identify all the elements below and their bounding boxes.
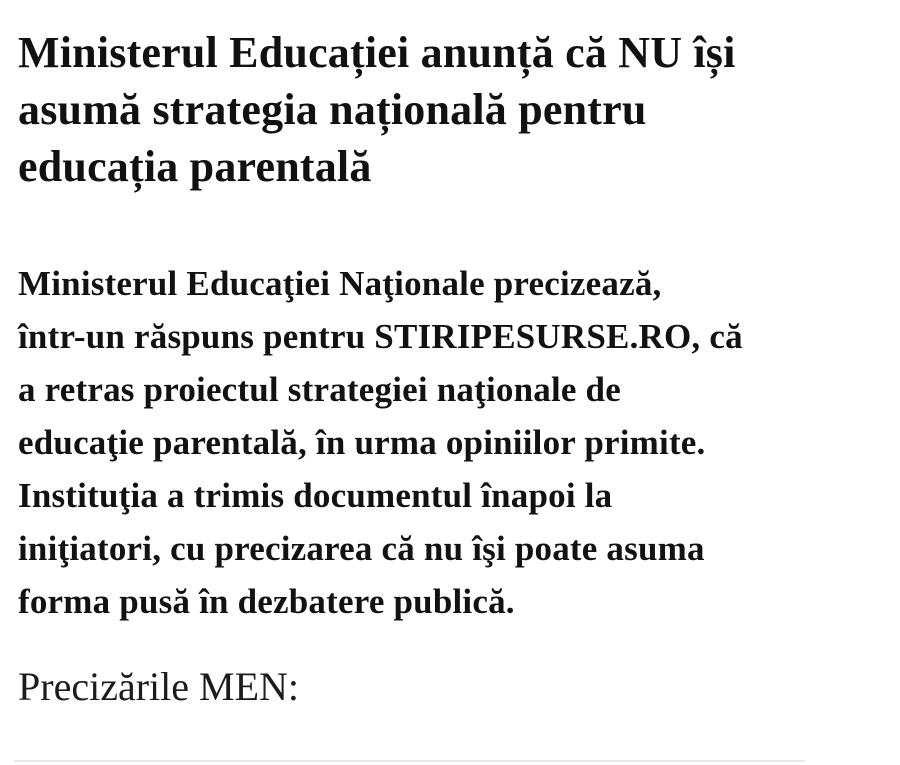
section-subhead: Precizările MEN:: [18, 664, 299, 709]
article-lead-paragraph: [18, 257, 890, 628]
article-title-line-2: asumă strategia națională pentru: [18, 85, 647, 134]
article-title: [18, 24, 890, 195]
article-title-line-1: Ministerul Educației anunță că NU își: [18, 28, 736, 77]
article: [0, 24, 900, 762]
article-lead-line-5: Instituţia a trimis documentul înapoi la: [18, 476, 613, 515]
article-lead-line-3: a retras proiectul strategiei naţionale de: [18, 370, 621, 409]
section-divider: [14, 760, 805, 762]
article-lead-line-7: forma pusă în dezbatere publică.: [18, 582, 515, 621]
article-title-line-3: educația parentală: [18, 142, 372, 191]
article-lead-line-2: într-un răspuns pentru STIRIPESURSE.RO, că: [18, 317, 743, 356]
article-lead-line-4: educaţie parentală, în urma opiniilor primite.: [18, 423, 706, 462]
article-lead-line-1: Ministerul Educaţiei Naţionale precizează,: [18, 264, 662, 303]
article-lead-line-6: iniţiatori, cu precizarea că nu îşi poate asuma: [18, 529, 705, 568]
